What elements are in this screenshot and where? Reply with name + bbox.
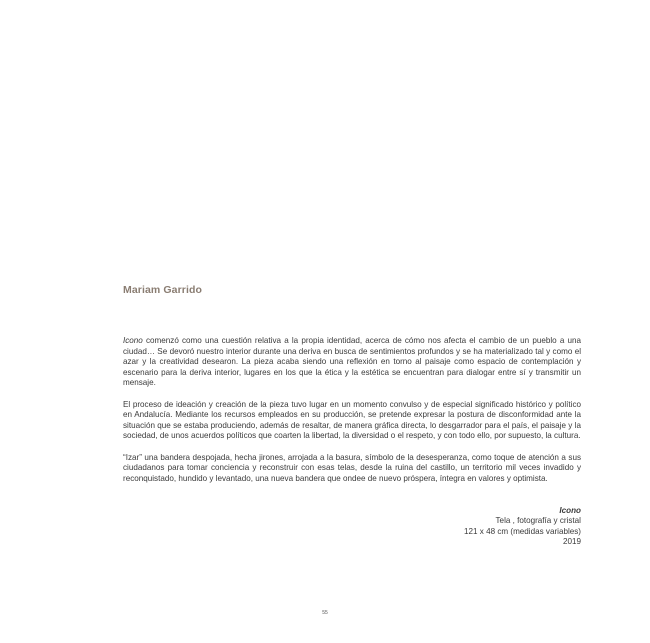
paragraph-1-text: comenzó como una cuestión relativa a la propia identidad, acerca de cómo nos afecta el cambio de un pueblo a una ciudad… Se devoró nuestro interior durante una deriva en busca de sentimientos profundos y se ha materializado tal y como el azar y la creatividad desearon. La pieza acaba siendo una reflexión en torno al paisaje como espacio de contemplación y escenario para la deriva interior, lugares en los que la ética y la estética se encuentran para dialogar entre sí y transmitir un mensaje. [123, 336, 581, 388]
artwork-credits [464, 506, 581, 548]
author-name: Mariam Garrido [123, 284, 203, 296]
artwork-title-inline: Icono [123, 336, 143, 345]
credits-year: 2019 [562, 537, 581, 547]
artwork-description [123, 336, 581, 495]
paragraph-2: El proceso de ideación y creación de la pieza tuvo lugar en un momento convulso y de especial significado histórico y político en Andalucía. Mediante los recursos empleados en su producción, se pretende expresar la postura de disconformidad ante la situación que se estaba produciendo, además de resaltar, de manera gráfica directa, lo desgarrador para el país, el paisaje y la sociedad, de unos acuerdos políticos que coarten la libertad, la diversidad o el respeto, y con todo ello, por supuesto, la cultura. [123, 399, 581, 441]
credits-title: Icono [559, 506, 581, 515]
credits-dimensions: 121 x 48 cm (medidas variables) [464, 526, 581, 536]
credits-materials: Tela , fotografía y cristal [495, 516, 581, 526]
page-number: 55 [322, 610, 328, 616]
paragraph-1 [123, 336, 581, 389]
paragraph-3: “Izar” una bandera despojada, hecha jirones, arrojada a la basura, símbolo de la desesperanza, como toque de atención a sus ciudadanos para tomar conciencia y reconstruir con esas telas, desde la ruina del castillo, un territorio mil veces invadido y reconquistado, hundido y levantado, una nueva bandera que ondee de nuevo próspera, íntegra en valores y optimista. [123, 452, 581, 483]
